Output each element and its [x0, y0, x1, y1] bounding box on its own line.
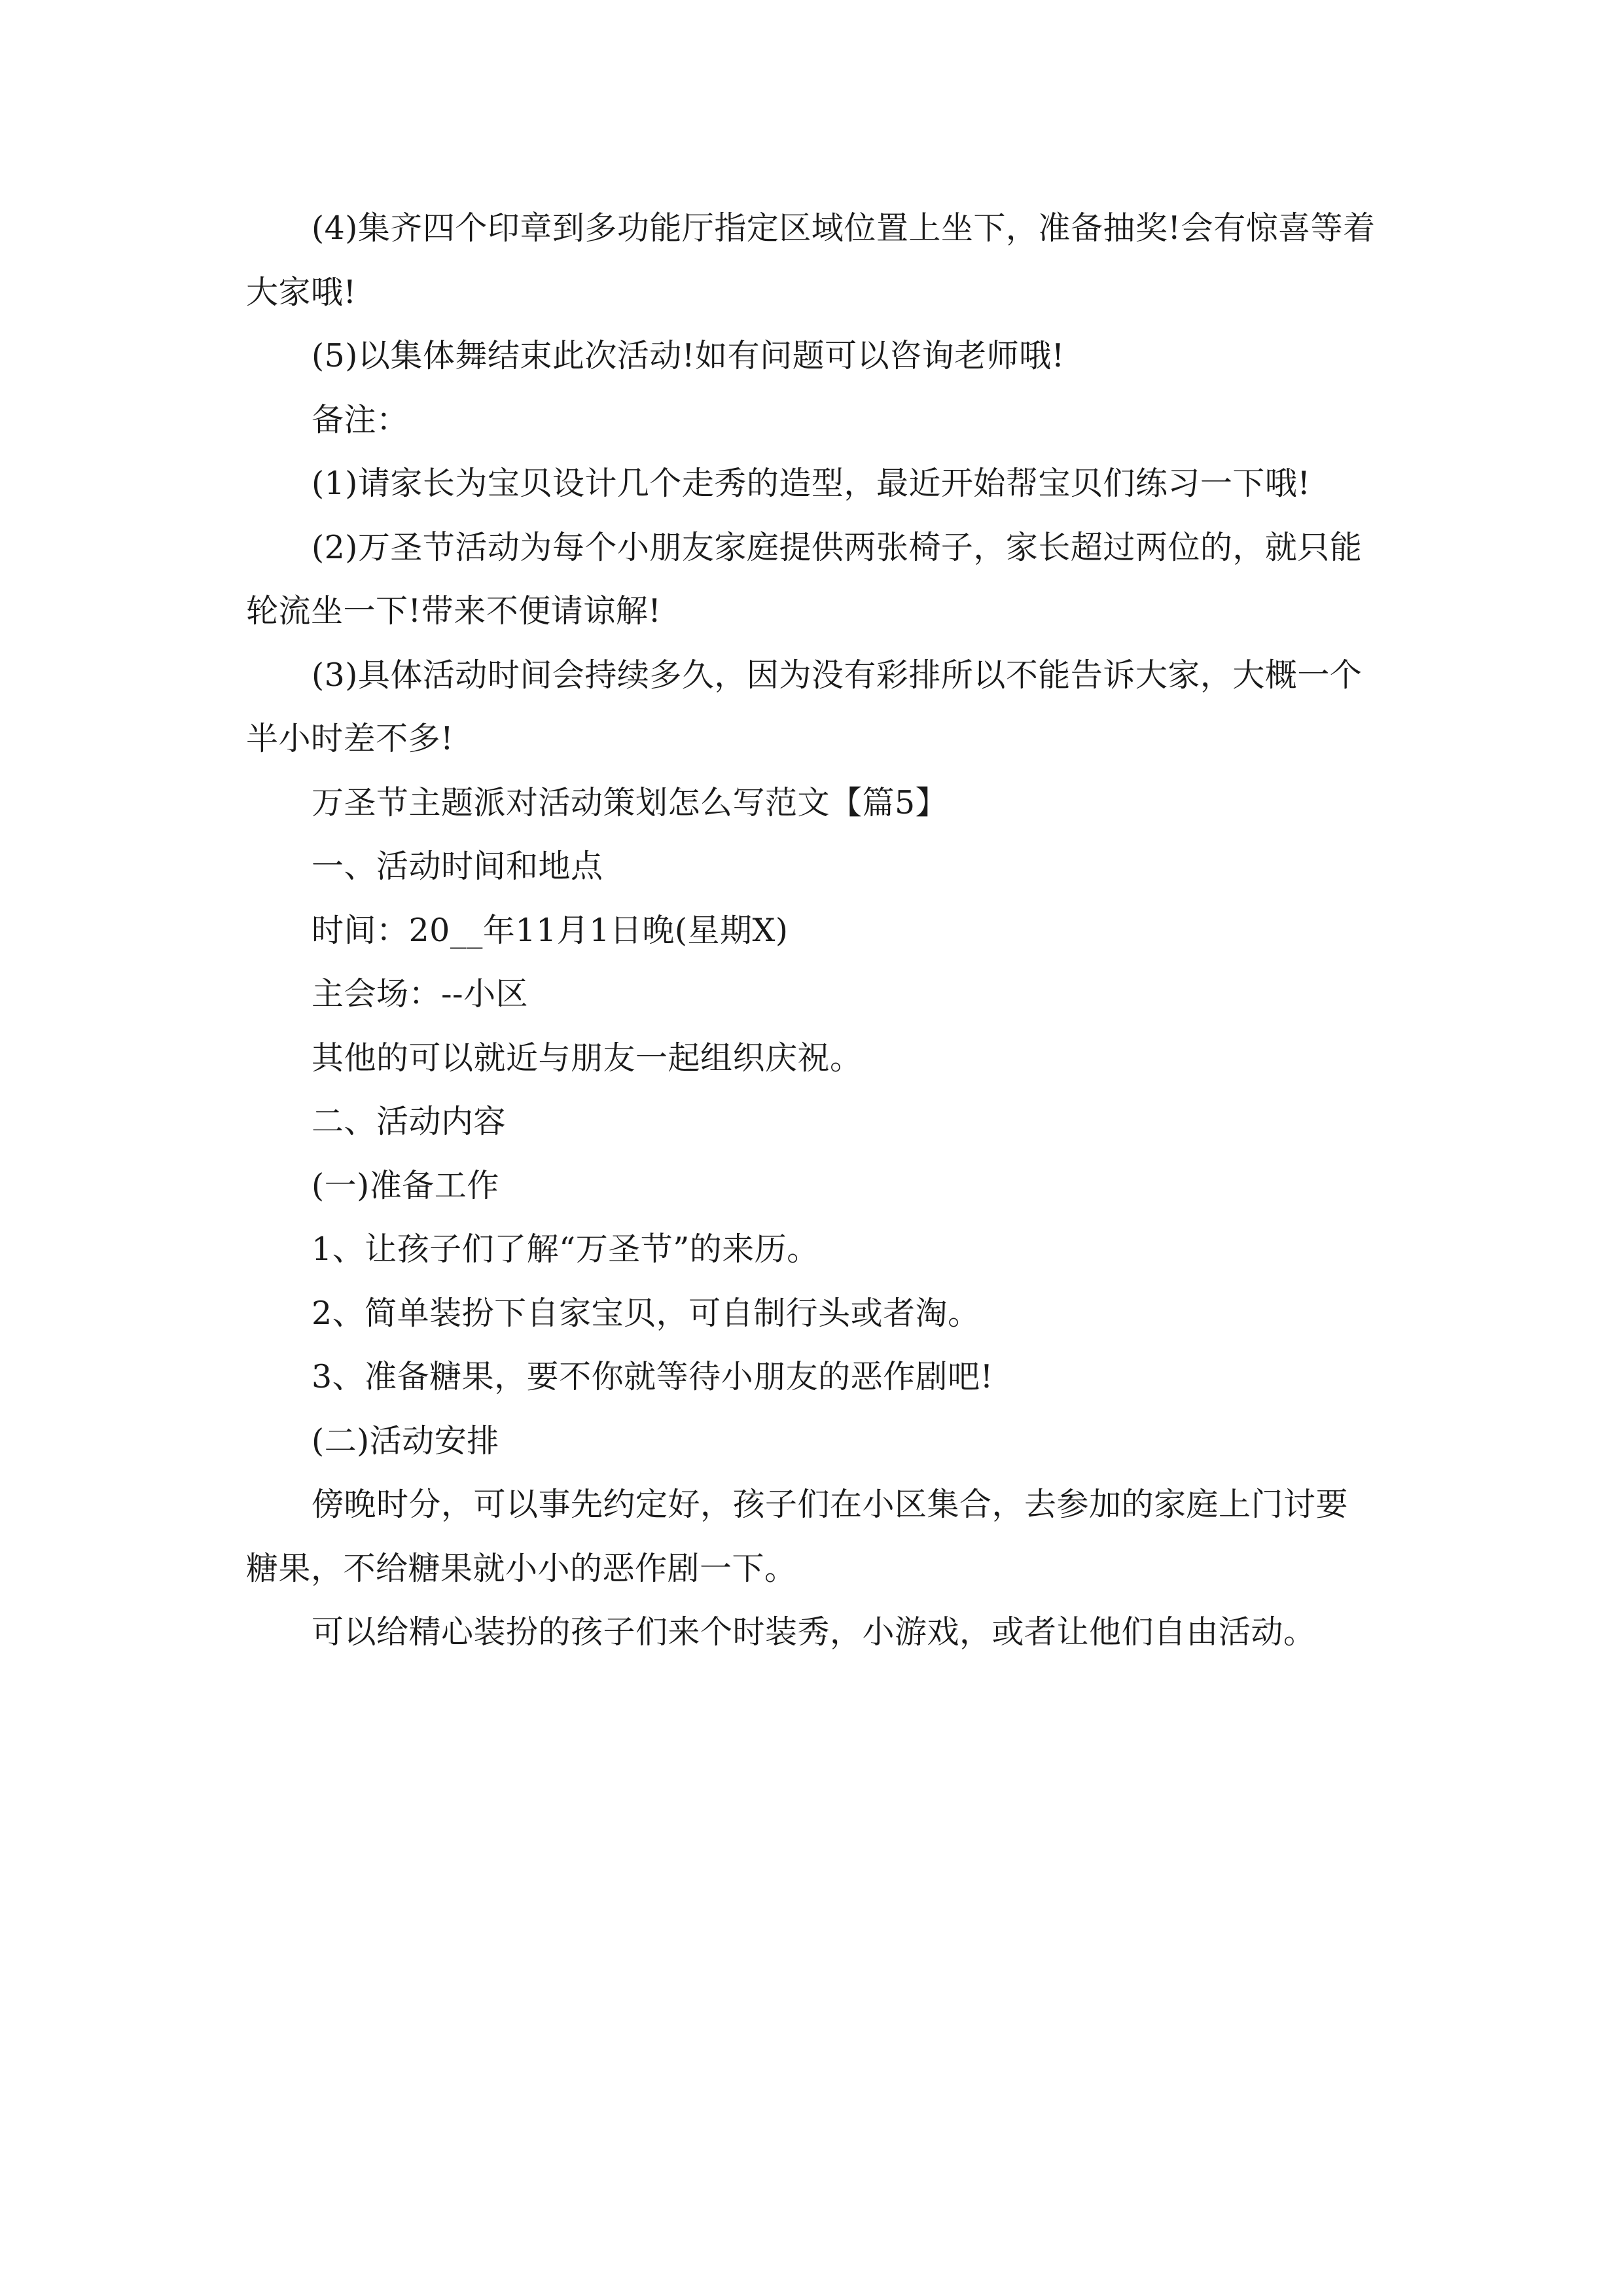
heading-activity-content: 二、活动内容	[312, 1103, 507, 1140]
heading-arrangement: (二)活动安排	[312, 1422, 499, 1460]
paragraph-note-2: (2)万圣节活动为每个小朋友家庭提供两张椅子，家长超过两位的，就只能轮流坐一下!带来不便请谅解!	[246, 528, 1363, 630]
paragraph-note-1: (1)请家长为宝贝设计几个走秀的造型，最近开始帮宝贝们练习一下哦!	[312, 465, 1311, 502]
paragraph-fashion-show: 可以给精心装扮的孩子们来个时装秀，小游戏，或者让他们自由活动。	[312, 1613, 1316, 1651]
paragraph-time: 时间：20__年11月1日晚(星期X)	[312, 911, 789, 949]
section-title-part-5: 万圣节主题派对活动策划怎么写范文【篇5】	[312, 783, 948, 821]
document-body	[246, 196, 1378, 1664]
paragraph-group-dance: (5)以集体舞结束此次活动!如有问题可以咨询老师哦!	[312, 337, 1065, 374]
paragraph-prep-3: 3、准备糖果，要不你就等待小朋友的恶作剧吧!	[312, 1358, 993, 1395]
paragraph-stamp-lottery: (4)集齐四个印章到多功能厅指定区域位置上坐下，准备抽奖!会有惊喜等着大家哦!	[246, 209, 1376, 311]
paragraph-other-celebrations: 其他的可以就近与朋友一起组织庆祝。	[312, 1039, 863, 1077]
paragraph-note-3: (3)具体活动时间会持续多久，因为没有彩排所以不能告诉大家，大概一个半小时差不多!	[246, 656, 1363, 757]
paragraph-evening-gathering: 傍晚时分，可以事先约定好，孩子们在小区集合，去参加的家庭上门讨要糖果，不给糖果就小小的恶作剧一下。	[246, 1486, 1349, 1587]
paragraph-prep-1: 1、让孩子们了解“万圣节”的来历。	[312, 1230, 819, 1268]
heading-preparation: (一)准备工作	[312, 1166, 499, 1204]
paragraph-notes-heading: 备注：	[312, 401, 409, 439]
paragraph-main-venue: 主会场：--小区	[312, 975, 529, 1013]
heading-time-and-place: 一、活动时间和地点	[312, 848, 603, 885]
paragraph-prep-2: 2、简单装扮下自家宝贝，可自制行头或者淘。	[312, 1294, 980, 1332]
